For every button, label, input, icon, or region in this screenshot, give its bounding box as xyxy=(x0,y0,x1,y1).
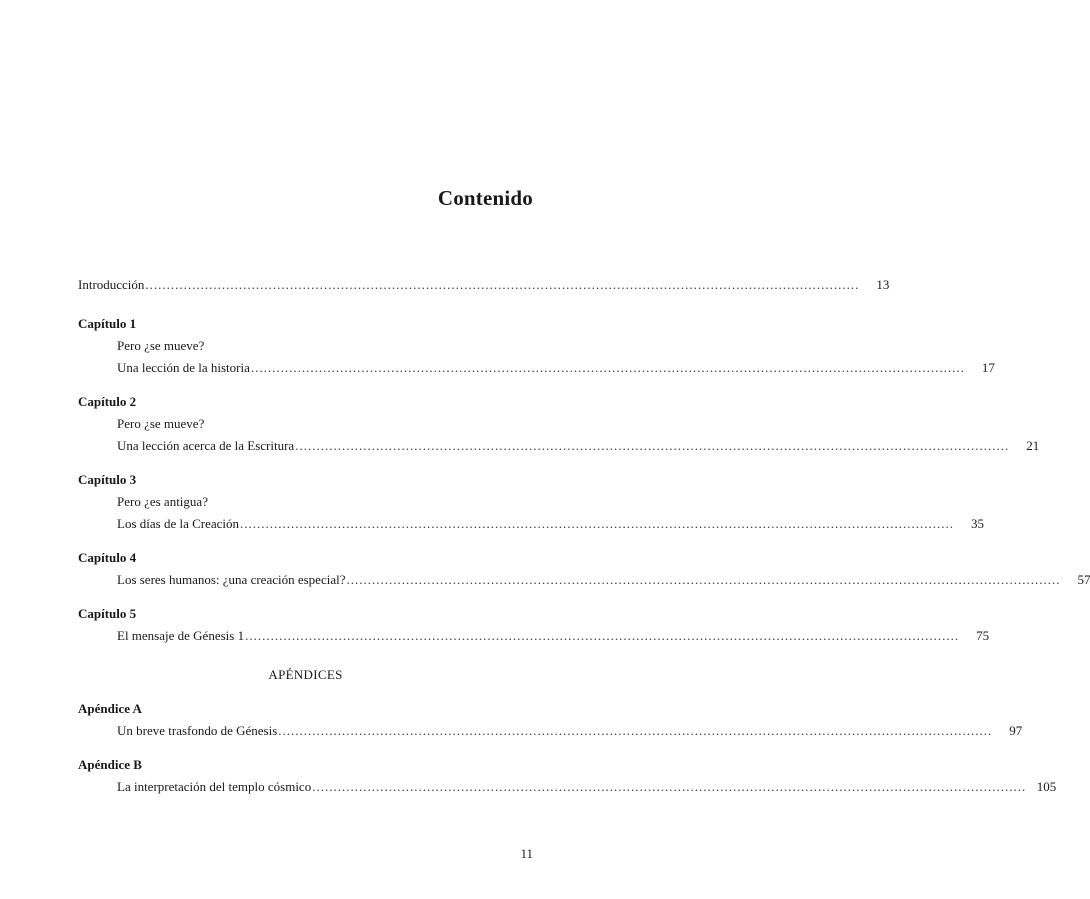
page-number: 11 xyxy=(520,846,533,861)
toc-entry-label: La interpretación del templo cósmico xyxy=(117,779,312,794)
dot-leader: ........................................................................................................................................................................ xyxy=(145,277,860,292)
chapter-subtitle: Pero ¿es antigua? xyxy=(117,494,208,509)
chapter-heading: Capítulo 4 xyxy=(78,550,137,565)
toc-entry-label: Los días de la Creación xyxy=(117,516,240,531)
dot-leader: ........................................................................................................................................................................ xyxy=(346,572,1061,587)
dot-leader: ........................................................................................................................................................................ xyxy=(312,779,1027,794)
appendix-section-heading: APÉNDICES xyxy=(268,667,343,682)
toc-entry-label: Una lección de la historia xyxy=(117,360,250,375)
chapter-heading: Capítulo 1 xyxy=(78,316,137,331)
toc-entry-chapter-5 xyxy=(78,625,990,647)
dot-leader: ........................................................................................................................................................................ xyxy=(240,516,955,531)
chapter-heading: Capítulo 2 xyxy=(78,394,137,409)
chapter-subtitle: Pero ¿se mueve? xyxy=(117,416,205,431)
toc-page-number: 17 xyxy=(981,360,995,375)
toc-entry-chapter-1 xyxy=(78,357,995,379)
toc-entry-introduction xyxy=(78,274,890,296)
toc-entry-label: El mensaje de Génesis 1 xyxy=(117,628,245,643)
toc-entry-chapter-2 xyxy=(78,435,1040,457)
chapter-heading: Capítulo 5 xyxy=(78,606,137,621)
toc-page-number: 13 xyxy=(876,277,890,292)
toc-page-number: 35 xyxy=(971,516,985,531)
toc-page-number: 97 xyxy=(1009,723,1023,738)
page-title: Contenido xyxy=(437,186,533,210)
appendix-heading: Apéndice B xyxy=(78,757,142,772)
table-of-contents xyxy=(78,274,1090,798)
toc-entry-appendix-a xyxy=(78,720,1023,742)
toc-entry-appendix-b xyxy=(78,776,1057,798)
toc-entry-label: Una lección acerca de la Escritura xyxy=(117,438,295,453)
appendix-heading: Apéndice A xyxy=(78,701,142,716)
toc-entry-chapter-3 xyxy=(78,513,985,535)
dot-leader: ........................................................................................................................................................................ xyxy=(278,723,993,738)
chapter-heading: Capítulo 3 xyxy=(78,472,137,487)
dot-leader: ........................................................................................................................................................................ xyxy=(245,628,960,643)
toc-page-number: 21 xyxy=(1026,438,1040,453)
toc-page-number: 105 xyxy=(1036,779,1057,794)
toc-entry-chapter-4 xyxy=(78,569,1090,591)
dot-leader: ........................................................................................................................................................................ xyxy=(295,438,1010,453)
dot-leader: ........................................................................................................................................................................ xyxy=(250,360,965,375)
toc-page-number: 57 xyxy=(1077,572,1090,587)
toc-entry-label: Introducción xyxy=(78,277,145,292)
toc-entry-label: Los seres humanos: ¿una creación especial? xyxy=(117,572,346,587)
toc-page-number: 75 xyxy=(976,628,990,643)
chapter-subtitle: Pero ¿se mueve? xyxy=(117,338,205,353)
toc-entry-label: Un breve trasfondo de Génesis xyxy=(117,723,278,738)
